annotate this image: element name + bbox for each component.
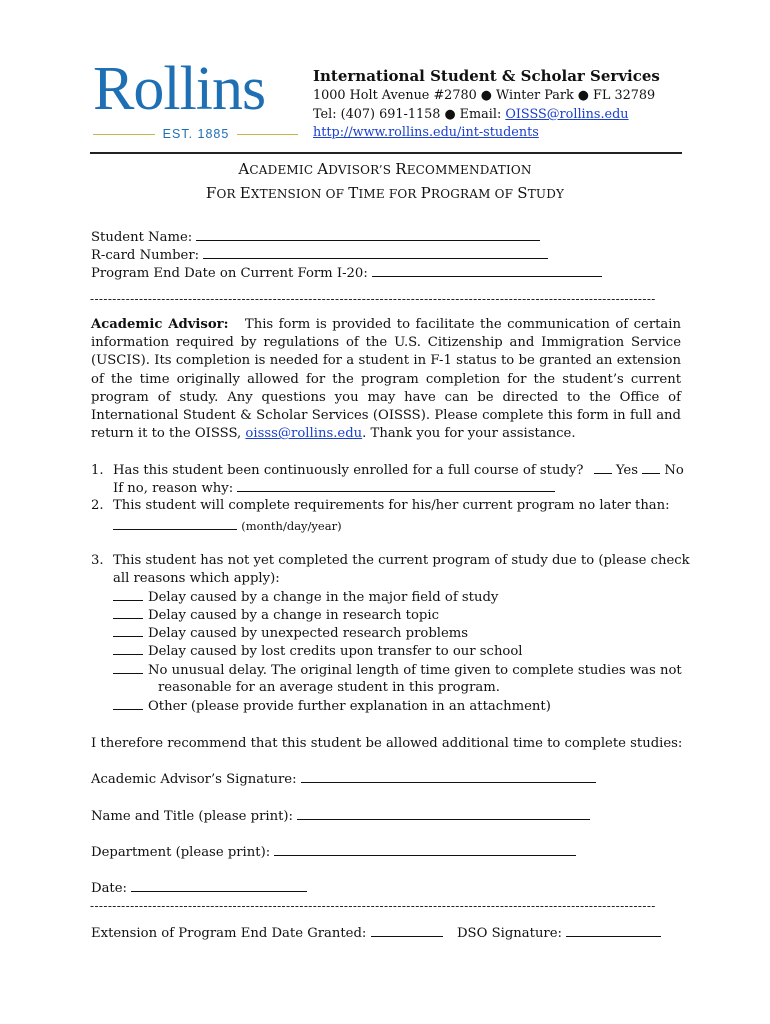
office-use-row [91,925,661,941]
department-field[interactable] [274,844,576,856]
q2-date-hint: (month/day/year) [241,519,342,533]
q3-option-2-blank[interactable] [113,607,143,619]
intro-lead: Academic Advisor: [91,317,229,332]
advisor-signature-row [91,771,596,787]
q3-option-6[interactable] [113,698,551,714]
department-label: Department (please print): [91,845,271,860]
student-name-label: Student Name: [91,230,193,245]
end-date-label: Program End Date on Current Form I-20: [91,266,368,281]
q2-date-field[interactable] [113,518,237,530]
advisor-signature-field[interactable] [301,771,596,783]
intro-paragraph [91,316,681,443]
question-1: 1. Has this student been continuously enrolled for a full course of study? Yes No [91,463,684,478]
extension-granted-label: Extension of Program End Date Granted: [91,926,367,941]
dso-signature-label: DSO Signature: [456,926,562,941]
extension-granted-field[interactable] [371,925,443,937]
q3-option-5[interactable] [113,662,682,678]
end-date-row [91,265,602,281]
logo-rule-right [237,134,298,135]
org-address: 1000 Holt Avenue #2780 ● Winter Park ● FL 32789 [313,88,656,103]
contact-prefix: Tel: (407) 691-1158 ● Email: [313,107,506,122]
department-row [91,844,576,860]
form-title-line2: FOR EXTENSION OF TIME FOR PROGRAM OF STUDY [205,184,565,202]
intro-closing: . Thank you for your assistance. [362,426,576,442]
q2-text: This student will complete requirements for his/her current program no later than: [113,498,670,513]
q3-option-6-label: Other (please provide further explanation in an attachment) [148,699,551,714]
q3-text: This student has not yet completed the current program of study due to (please check [113,553,690,568]
q1-reason-label: If no, reason why: [113,481,234,496]
name-title-field[interactable] [297,808,590,820]
rollins-logo-est [93,127,298,143]
form-title-line1: ACADEMIC ADVISOR’S RECOMMENDATION [238,160,532,178]
q1-text: Has this student been continuously enrolled for a full course of study? [113,463,584,478]
q1-no-blank[interactable] [642,462,660,474]
end-date-field[interactable] [372,265,602,277]
intro-body: This form is provided to facilitate the communication of certain information required by regulations of the U.S. Citizenship and Immigration Service (USCIS). Its completion is needed for a student in F-1 status to be granted an extension of the time originally allowed for the program completion for the student’s current program of study. Any questions you may have can be directed to the Office of International Student & Scholar Services (OISSS). Please complete this form in full and return it to the OISSS, [91,317,682,442]
q3-text-cont: all reasons which apply): [113,571,280,586]
q1-no-label: No [664,463,684,478]
q3-option-5-cont: reasonable for an average student in this program. [158,680,500,695]
separator-bottom: ------------------------------------------------------------------------------------------------------------------------------- [90,899,656,913]
q3-option-2[interactable] [113,607,439,623]
q3-option-3-label: Delay caused by unexpected research problems [148,626,469,641]
q3-option-4-blank[interactable] [113,643,143,655]
org-name: International Student & Scholar Services [313,67,660,85]
q1-reason-row [113,480,555,496]
question-2: 2. This student will complete requirements for his/her current program no later than: [91,498,670,513]
name-title-row [91,808,590,824]
rcard-field[interactable] [203,247,548,259]
q1-yes-label: Yes [615,463,638,478]
date-label: Date: [91,881,127,896]
name-title-label: Name and Title (please print): [91,809,293,824]
q3-option-1-blank[interactable] [113,589,143,601]
student-name-row [91,229,540,245]
org-contact [313,107,629,122]
q1-yes-blank[interactable] [594,462,612,474]
date-row [91,880,307,896]
q3-option-3[interactable] [113,625,468,641]
q1-reason-field[interactable] [237,480,555,492]
rcard-row [91,247,548,263]
rollins-logo-wordmark: Rollins [93,55,266,123]
q3-option-4-label: Delay caused by lost credits upon transfer to our school [148,644,523,659]
header-divider [90,152,682,154]
q3-option-1-label: Delay caused by a change in the major field of study [148,590,499,605]
rcard-label: R-card Number: [91,248,200,263]
separator-top: ------------------------------------------------------------------------------------------------------------------------------- [90,292,656,306]
q3-option-5-label: No unusual delay. The original length of time given to complete studies was not [148,663,682,678]
question-3: 3. This student has not yet completed the current program of study due to (please check [91,553,690,568]
q3-option-6-blank[interactable] [113,698,143,710]
advisor-signature-label: Academic Advisor’s Signature: [91,772,297,787]
q3-option-1[interactable] [113,589,498,605]
q3-option-2-label: Delay caused by a change in research topic [148,608,439,623]
q3-option-5-blank[interactable] [113,662,143,674]
student-name-field[interactable] [196,229,540,241]
date-field[interactable] [131,880,307,892]
oisss-email-link[interactable]: OISSS@rollins.edu [505,107,629,122]
logo-rule-left [93,134,155,135]
recommend-statement: I therefore recommend that this student be allowed additional time to complete studies: [91,736,683,751]
q2-date-row [113,518,342,534]
q3-option-4[interactable] [113,643,523,659]
q3-option-3-blank[interactable] [113,625,143,637]
intro-email-link[interactable]: oisss@rollins.edu [245,426,363,442]
logo-est-text: EST. 1885 [162,127,230,141]
dso-signature-field[interactable] [566,925,661,937]
website-link[interactable]: http://www.rollins.edu/int-students [313,125,539,140]
